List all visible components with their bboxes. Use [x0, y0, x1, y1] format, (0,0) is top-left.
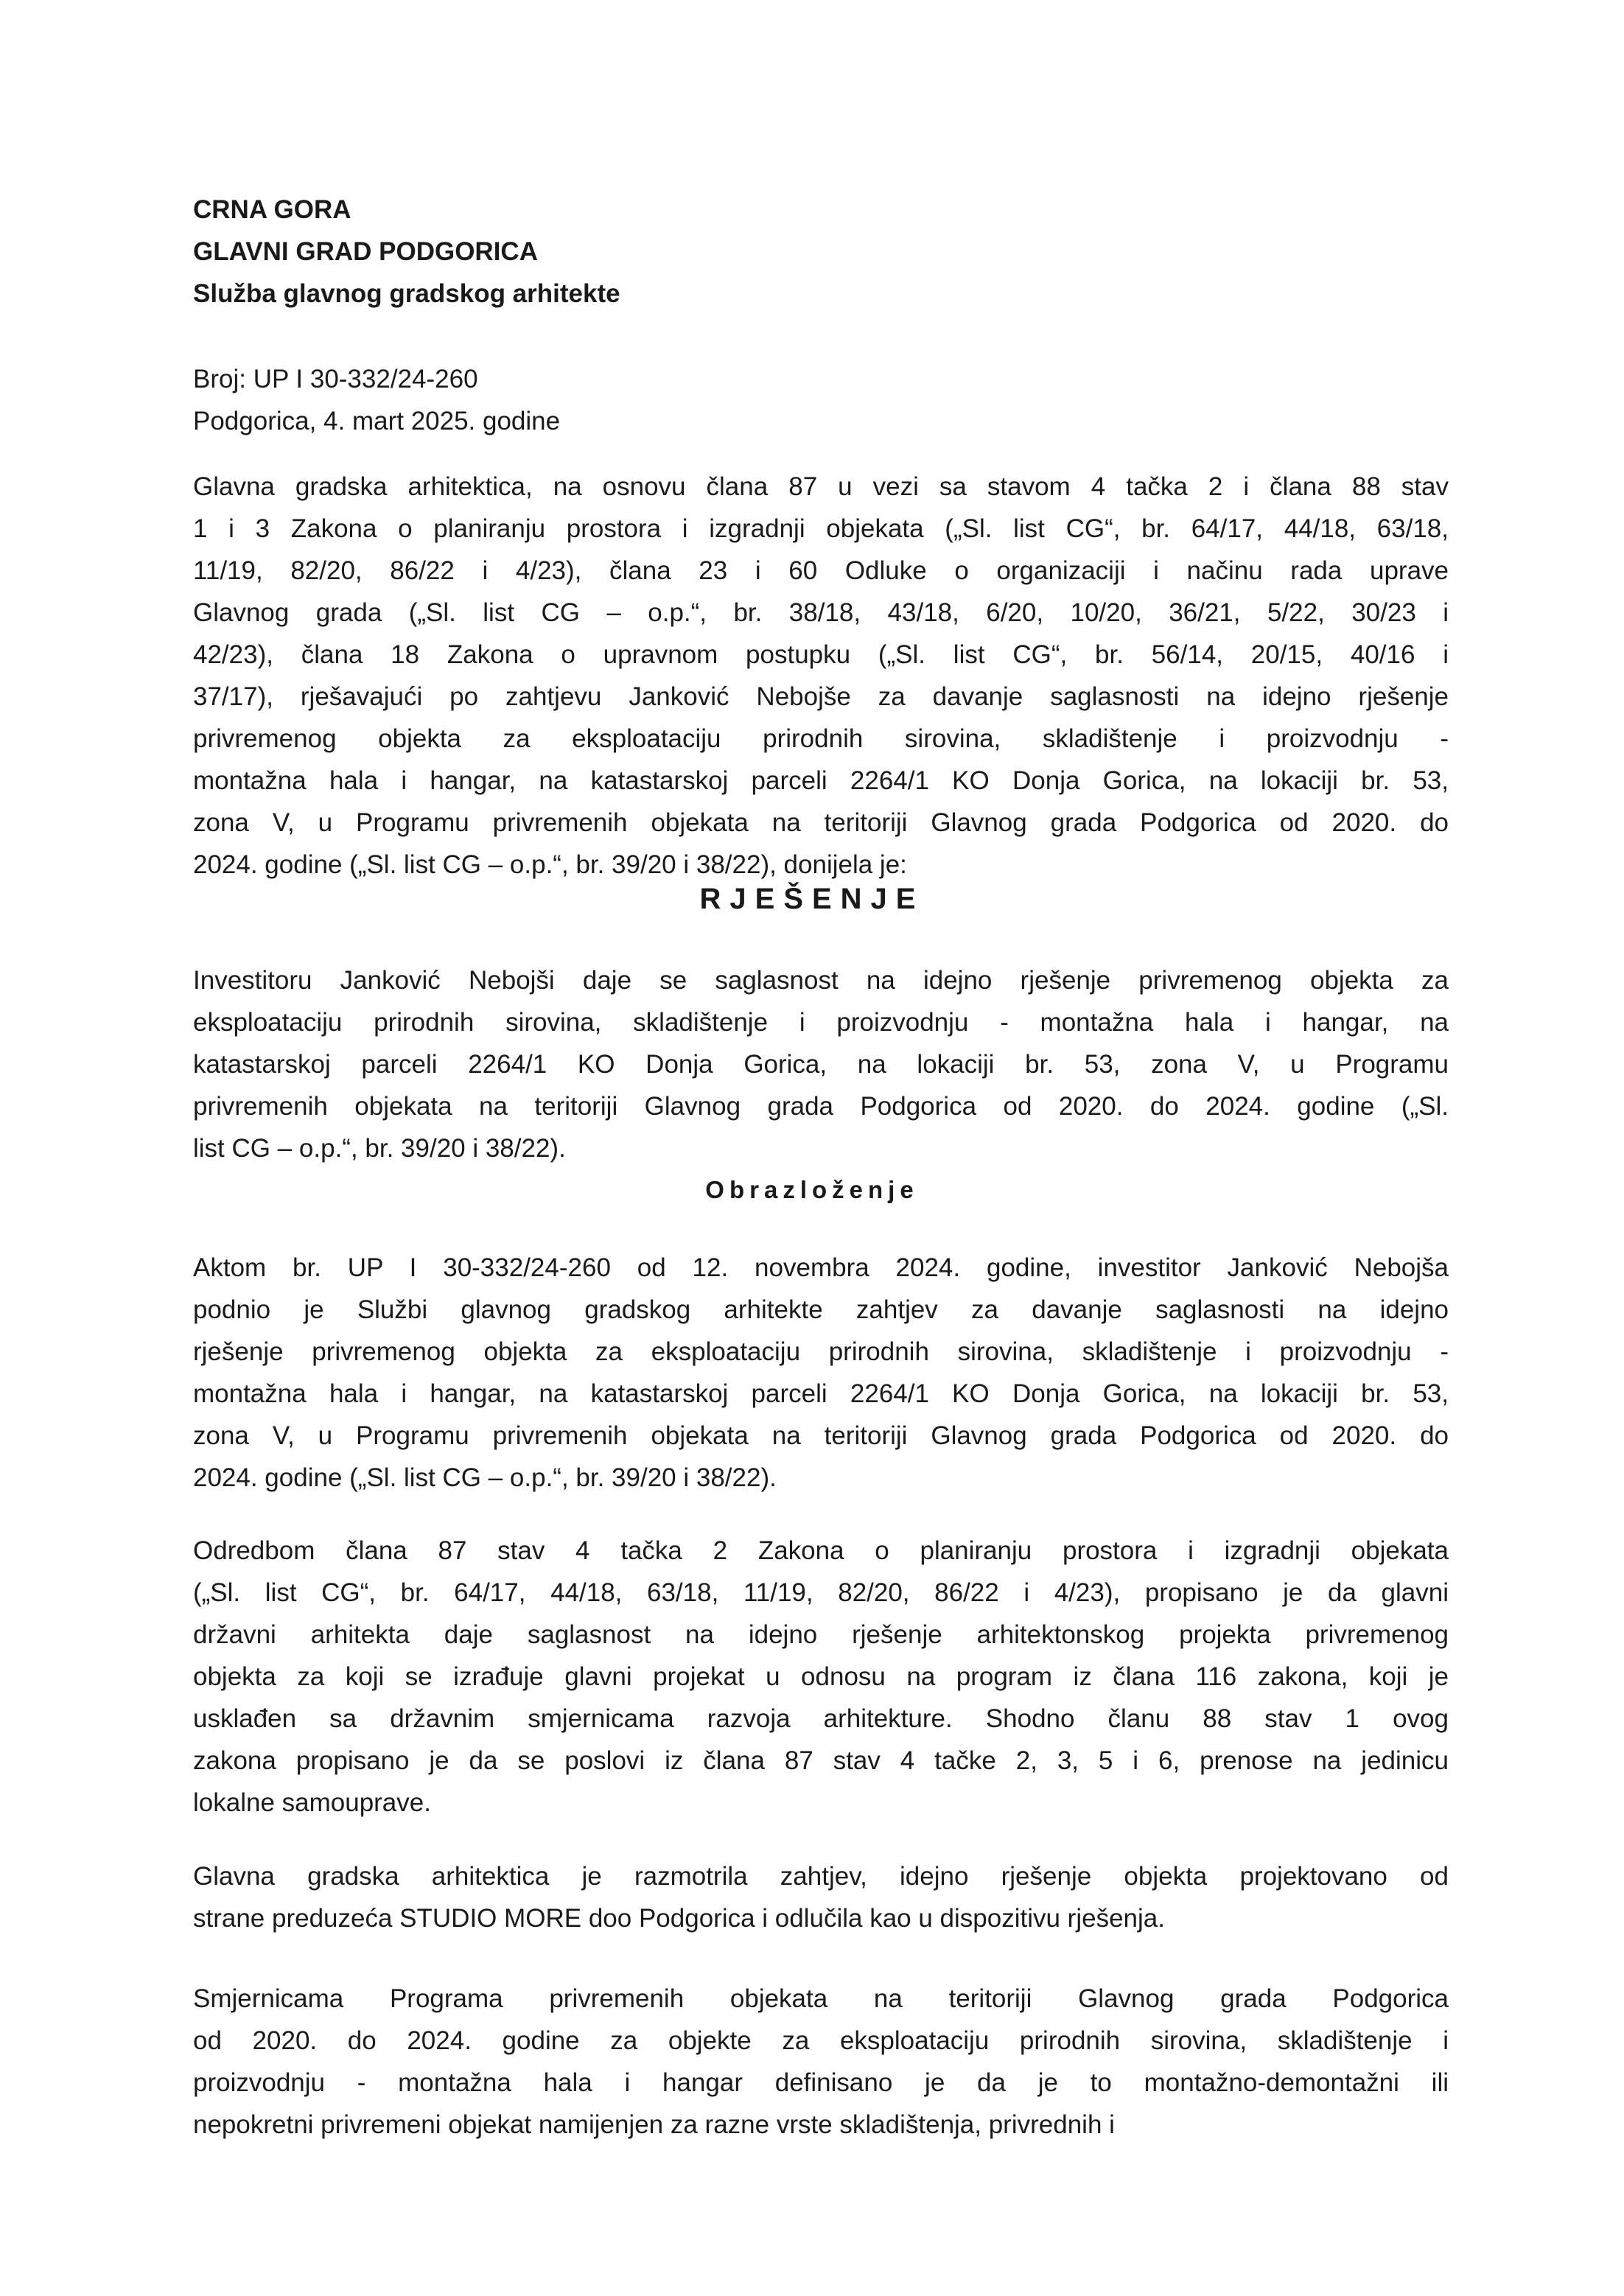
text-line: list CG – o.p.“, br. 39/20 i 38/22).: [193, 1134, 566, 1163]
text-line: („Sl. list CG“, br. 64/17, 44/18, 63/18, 11/19, 82/20, 86/22 i 4/23), propisano je da glavni: [193, 1578, 1449, 1607]
text-line: Smjernicama Programa privremenih objekata na teritoriji Glavnog grada Podgorica: [193, 1984, 1449, 2013]
text-line: podnio je Službi glavnog gradskog arhitekte zahtjev za davanje saglasnosti na idejno: [193, 1295, 1449, 1324]
text-line: Glavna gradska arhitektica, na osnovu člana 87 u vezi sa stavom 4 tačka 2 i člana 88 stav: [193, 472, 1449, 501]
text-line: 1 i 3 Zakona o planiranju prostora i izgradnji objekata („Sl. list CG“, br. 64/17, 44/18, 63/18,: [193, 514, 1449, 543]
text-line: katastarskoj parceli 2264/1 KO Donja Gorica, na lokaciji br. 53, zona V, u Programu: [193, 1050, 1449, 1079]
text-line: zakona propisano je da se poslovi iz člana 87 stav 4 tačke 2, 3, 5 i 6, prenose na jedinicu: [193, 1746, 1449, 1775]
reasoning-paragraph-3: [193, 1855, 1449, 1939]
text-line: montažna hala i hangar, na katastarskoj parceli 2264/1 KO Donja Gorica, na lokaciji br. 53,: [193, 1379, 1449, 1408]
reference-block: [193, 358, 1449, 442]
office-name: Služba glavnog gradskog arhitekte: [193, 279, 620, 308]
text-line: montažna hala i hangar, na katastarskoj parceli 2264/1 KO Donja Gorica, na lokaciji br. 53,: [193, 766, 1449, 795]
country-name: CRNA GORA: [193, 195, 351, 224]
text-line: 37/17), rješavajući po zahtjevu Janković Nebojše za davanje saglasnosti na idejno rješenje: [193, 682, 1449, 711]
city-name: GLAVNI GRAD PODGORICA: [193, 237, 538, 266]
reasoning-title: Obrazloženje: [705, 1176, 919, 1203]
text-line: Glavnog grada („Sl. list CG – o.p.“, br. 38/18, 43/18, 6/20, 10/20, 36/21, 5/22, 30/23 i: [193, 598, 1449, 627]
document-header: [193, 189, 1449, 315]
preamble-paragraph: [193, 466, 1449, 886]
text-line: lokalne samouprave.: [193, 1788, 431, 1817]
text-line: Glavna gradska arhitektica je razmotrila zahtjev, idejno rješenje objekta projektovano od: [193, 1862, 1449, 1891]
text-line: nepokretni privremeni objekat namijenjen za razne vrste skladištenja, privrednih i: [193, 2110, 1115, 2139]
document-date: Podgorica, 4. mart 2025. godine: [193, 407, 561, 435]
text-line: 2024. godine („Sl. list CG – o.p.“, br. 39/20 i 38/22), donijela je:: [193, 850, 907, 879]
reasoning-paragraph-2: [193, 1530, 1449, 1824]
text-line: Aktom br. UP I 30-332/24-260 od 12. novembra 2024. godine, investitor Janković Nebojša: [193, 1253, 1449, 1282]
reasoning-paragraph-4: [193, 1978, 1449, 2146]
text-line: privremenih objekata na teritoriji Glavnog grada Podgorica od 2020. do 2024. godine („Sl.: [193, 1092, 1449, 1121]
reasoning-paragraph-1: [193, 1247, 1449, 1499]
text-line: objekta za koji se izrađuje glavni projekat u odnosu na program iz člana 116 zakona, koji je: [193, 1662, 1449, 1691]
text-line: rješenje privremenog objekta za eksploataciju prirodnih sirovina, skladištenje i proizvodnju -: [193, 1337, 1449, 1366]
text-line: zona V, u Programu privremenih objekata na teritoriji Glavnog grada Podgorica od 2020. do: [193, 808, 1449, 837]
text-line: od 2020. do 2024. godine za objekte za eksploataciju prirodnih sirovina, skladištenje i: [193, 2026, 1449, 2055]
text-line: 2024. godine („Sl. list CG – o.p.“, br. 39/20 i 38/22).: [193, 1463, 777, 1492]
text-line: eksploataciju prirodnih sirovina, skladištenje i proizvodnju - montažna hala i hangar, na: [193, 1008, 1449, 1037]
text-line: strane preduzeća STUDIO MORE doo Podgorica i odlučila kao u dispozitivu rješenja.: [193, 1904, 1165, 1933]
text-line: 11/19, 82/20, 86/22 i 4/23), člana 23 i 60 Odluke o organizaciji i načinu rada uprave: [193, 556, 1449, 585]
text-line: Odredbom člana 87 stav 4 tačka 2 Zakona o planiranju prostora i izgradnji objekata: [193, 1536, 1449, 1565]
decision-paragraph: [193, 959, 1449, 1169]
text-line: proizvodnju - montažna hala i hangar definisano je da je to montažno-demontažni ili: [193, 2068, 1449, 2097]
text-line: državni arhitekta daje saglasnost na idejno rješenje arhitektonskog projekta privremenog: [193, 1620, 1449, 1649]
text-line: privremenog objekta za eksploataciju prirodnih sirovina, skladištenje i proizvodnju -: [193, 724, 1449, 753]
text-line: zona V, u Programu privremenih objekata na teritoriji Glavnog grada Podgorica od 2020. do: [193, 1421, 1449, 1450]
text-line: Investitoru Janković Nebojši daje se saglasnost na idejno rješenje privremenog objekta za: [193, 966, 1449, 995]
text-line: usklađen sa državnim smjernicama razvoja arhitekture. Shodno članu 88 stav 1 ovog: [193, 1704, 1449, 1733]
reference-number: Broj: UP I 30-332/24-260: [193, 365, 478, 393]
text-line: 42/23), člana 18 Zakona o upravnom postupku („Sl. list CG“, br. 56/14, 20/15, 40/16 i: [193, 640, 1449, 669]
decision-title: RJEŠENJE: [699, 883, 925, 915]
